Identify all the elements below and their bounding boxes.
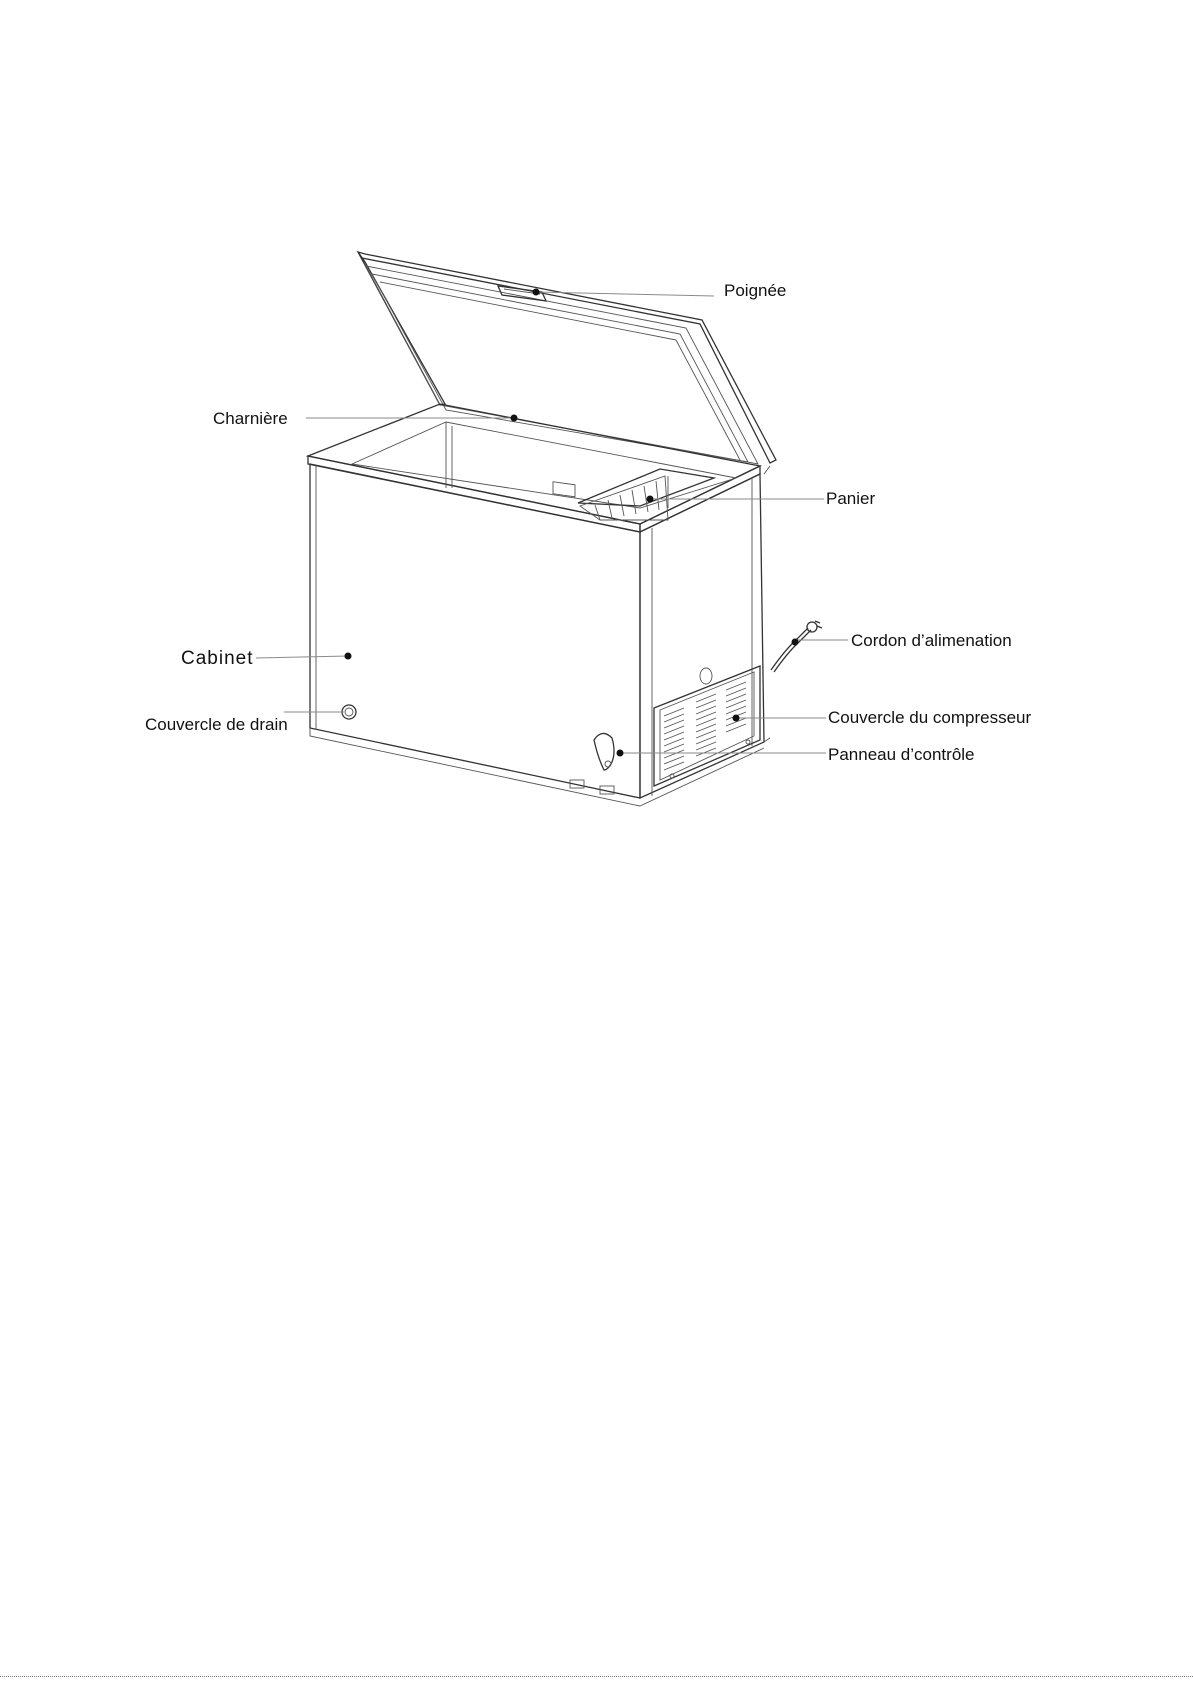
port-part [700, 668, 712, 684]
label-charniere: Charnière [213, 409, 288, 428]
label-panier: Panier [826, 489, 876, 508]
control-knob-part [594, 733, 614, 770]
lid-sticker [553, 482, 575, 497]
label-poignee: Poignée [724, 281, 787, 300]
drain-cap-part [342, 705, 356, 719]
leader-lines [256, 292, 848, 753]
label-cordon-alimentation: Cordon d’alimenation [851, 631, 1012, 650]
basket-part [578, 469, 714, 520]
power-cord-part [771, 621, 822, 672]
freezer-lid [358, 252, 776, 464]
page-bottom-rule [0, 1676, 1193, 1677]
label-cabinet: Cabinet [181, 648, 254, 669]
label-couvercle-compresseur: Couvercle du compresseur [828, 708, 1032, 727]
anchor-dots [345, 289, 799, 757]
label-panneau-controle: Panneau d’contrôle [828, 745, 975, 764]
label-couvercle-drain: Couvercle de drain [145, 715, 288, 734]
cabinet-body [308, 404, 770, 806]
